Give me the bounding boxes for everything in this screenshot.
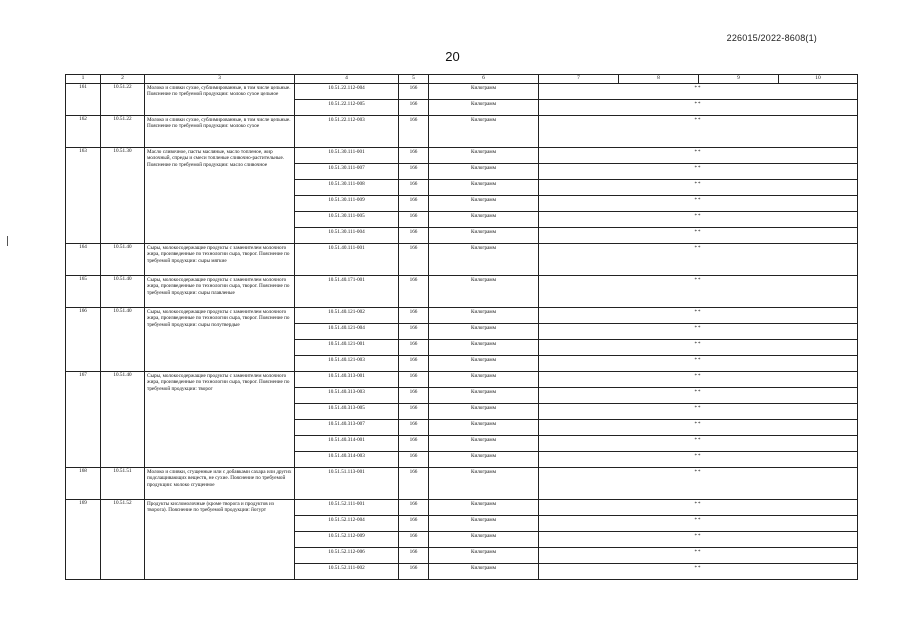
ktru-code: 10.51.40.313-007 (295, 420, 399, 436)
quantity-value: ** (539, 548, 858, 564)
quantity-value: ** (539, 276, 858, 308)
column-header: 5 (399, 75, 429, 84)
quantity-value: ** (539, 388, 858, 404)
unit-name: Килограмм (429, 164, 539, 180)
product-name: Сыры, молокосодержащие продукты с заменителем молочного жира, произведенные по технологии сыра, творог. Пояснение по требуемой продукции: творог (145, 372, 295, 468)
okei-code: 166 (399, 212, 429, 228)
quantity-value: ** (539, 436, 858, 452)
okei-code: 166 (399, 116, 429, 148)
okei-code: 166 (399, 532, 429, 548)
okei-code: 166 (399, 500, 429, 516)
header-row (66, 75, 858, 84)
okei-code: 166 (399, 388, 429, 404)
unit-name: Килограмм (429, 244, 539, 276)
unit-name: Килограмм (429, 212, 539, 228)
okei-code: 166 (399, 276, 429, 308)
quantity-value: ** (539, 84, 858, 100)
ktru-code: 10.51.40.121-004 (295, 324, 399, 340)
product-name: Молоко и сливки сухие, сублимированные, в том числе цельные. Пояснение по требуемой продукции: молоко сухое цельное (145, 84, 295, 116)
ktru-code: 10.51.30.111-005 (295, 212, 399, 228)
procurement-table (65, 74, 858, 580)
okei-code: 166 (399, 436, 429, 452)
unit-name: Килограмм (429, 276, 539, 308)
column-header: 1 (66, 75, 101, 84)
okpd-code: 10.51.22 (101, 116, 145, 148)
column-header: 8 (619, 75, 699, 84)
okei-code: 166 (399, 516, 429, 532)
unit-name: Килограмм (429, 468, 539, 500)
okpd-code: 10.51.40 (101, 372, 145, 468)
ktru-code: 10.51.22.112-005 (295, 100, 399, 116)
ktru-code: 10.51.40.314-003 (295, 452, 399, 468)
unit-name: Килограмм (429, 228, 539, 244)
unit-name: Килограмм (429, 500, 539, 516)
product-name: Сыры, молокосодержащие продукты с заменителем молочного жира, произведенные по технологии сыра, творог. Пояснение по требуемой продукции: сыры плавленые (145, 276, 295, 308)
okpd-code: 10.51.40 (101, 276, 145, 308)
ktru-code: 10.51.30.111-009 (295, 196, 399, 212)
unit-name: Килограмм (429, 356, 539, 372)
unit-name: Килограмм (429, 324, 539, 340)
quantity-value: ** (539, 180, 858, 196)
quantity-value: ** (539, 404, 858, 420)
product-name: Молоко и сливки, сгущенные или с добавками сахара или других подслащивающих веществ, не сухие. Пояснение по требуемой продукции: молоко сгущенное (145, 468, 295, 500)
ktru-code: 10.51.40.121-001 (295, 340, 399, 356)
unit-name: Килограмм (429, 420, 539, 436)
okpd-code: 10.51.30 (101, 148, 145, 244)
ktru-code: 10.51.52.111-001 (295, 500, 399, 516)
unit-name: Килограмм (429, 452, 539, 468)
product-name: Продукты кисломолочные (кроме творога и продуктов из творога). Пояснение по требуемой продукции: йогурт (145, 500, 295, 580)
unit-name: Килограмм (429, 340, 539, 356)
unit-name: Килограмм (429, 372, 539, 388)
column-header: 7 (539, 75, 619, 84)
table-row (66, 244, 858, 276)
quantity-value: ** (539, 148, 858, 164)
ktru-code: 10.51.22.112-004 (295, 84, 399, 100)
row-number: 169 (66, 500, 101, 580)
ktru-code: 10.51.30.111-001 (295, 148, 399, 164)
quantity-value: ** (539, 420, 858, 436)
okei-code: 166 (399, 148, 429, 164)
ktru-code: 10.51.40.121-002 (295, 308, 399, 324)
row-number: 161 (66, 84, 101, 116)
quantity-value: ** (539, 228, 858, 244)
okpd-code: 10.51.52 (101, 500, 145, 580)
ktru-code: 10.51.40.314-001 (295, 436, 399, 452)
ktru-code: 10.51.30.111-008 (295, 180, 399, 196)
okpd-code: 10.51.40 (101, 244, 145, 276)
column-header: 10 (779, 75, 858, 84)
column-header: 2 (101, 75, 145, 84)
column-header: 6 (429, 75, 539, 84)
unit-name: Килограмм (429, 84, 539, 100)
unit-name: Килограмм (429, 516, 539, 532)
unit-name: Килограмм (429, 116, 539, 148)
quantity-value: ** (539, 516, 858, 532)
unit-name: Килограмм (429, 564, 539, 580)
okei-code: 166 (399, 468, 429, 500)
quantity-value: ** (539, 340, 858, 356)
okei-code: 166 (399, 372, 429, 388)
quantity-value: ** (539, 532, 858, 548)
okei-code: 166 (399, 324, 429, 340)
table-body (66, 84, 858, 580)
quantity-value: ** (539, 564, 858, 580)
quantity-value: ** (539, 308, 858, 324)
okei-code: 166 (399, 564, 429, 580)
column-header: 3 (145, 75, 295, 84)
quantity-value: ** (539, 356, 858, 372)
quantity-value: ** (539, 468, 858, 500)
okei-code: 166 (399, 100, 429, 116)
quantity-value: ** (539, 244, 858, 276)
table-row (66, 372, 858, 388)
unit-name: Килограмм (429, 436, 539, 452)
okei-code: 166 (399, 164, 429, 180)
ktru-code: 10.51.52.112-004 (295, 516, 399, 532)
product-name: Сыры, молокосодержащие продукты с заменителем молочного жира, произведенные по технологии сыра, творог. Пояснение по требуемой продукции: сыры полутвердые (145, 308, 295, 372)
ktru-code: 10.51.22.112-003 (295, 116, 399, 148)
okei-code: 166 (399, 196, 429, 212)
unit-name: Килограмм (429, 532, 539, 548)
table-row (66, 500, 858, 516)
unit-name: Килограмм (429, 404, 539, 420)
column-header: 4 (295, 75, 399, 84)
ktru-code: 10.51.40.313-003 (295, 388, 399, 404)
okei-code: 166 (399, 84, 429, 100)
row-number: 168 (66, 468, 101, 500)
quantity-value: ** (539, 100, 858, 116)
quantity-value: ** (539, 324, 858, 340)
row-number: 162 (66, 116, 101, 148)
okei-code: 166 (399, 340, 429, 356)
unit-name: Килограмм (429, 100, 539, 116)
unit-name: Килограмм (429, 196, 539, 212)
ktru-code: 10.51.52.111-002 (295, 564, 399, 580)
quantity-value: ** (539, 116, 858, 148)
product-name: Масло сливочное, пасты масляные, масло топленое, жир молочный, спреды и смеси топленые сливочно-растительные. Пояснение по требуемой продукции: масло сливочное (145, 148, 295, 244)
table-row (66, 148, 858, 164)
table-row (66, 276, 858, 308)
ktru-code: 10.51.51.113-001 (295, 468, 399, 500)
okei-code: 166 (399, 548, 429, 564)
quantity-value: ** (539, 372, 858, 388)
quantity-value: ** (539, 500, 858, 516)
row-number: 167 (66, 372, 101, 468)
ktru-code: 10.51.40.121-003 (295, 356, 399, 372)
okei-code: 166 (399, 308, 429, 324)
ktru-code: 10.51.40.313-005 (295, 404, 399, 420)
quantity-value: ** (539, 212, 858, 228)
unit-name: Килограмм (429, 148, 539, 164)
okpd-code: 10.51.51 (101, 468, 145, 500)
quantity-value: ** (539, 196, 858, 212)
ktru-code: 10.51.40.171-001 (295, 276, 399, 308)
ktru-code: 10.51.40.313-001 (295, 372, 399, 388)
ktru-code: 10.51.30.111-007 (295, 164, 399, 180)
ktru-code: 10.51.52.112-006 (295, 548, 399, 564)
product-name: Сыры, молокосодержащие продукты с заменителем молочного жира, произведенные по технологии сыра, творог. Пояснение по требуемой продукции: сыры мягкие (145, 244, 295, 276)
table-row (66, 468, 858, 500)
quantity-value: ** (539, 164, 858, 180)
procurement-table-container (65, 74, 857, 580)
page-number: 20 (445, 49, 460, 64)
unit-name: Килограмм (429, 308, 539, 324)
margin-mark (7, 236, 8, 246)
quantity-value: ** (539, 452, 858, 468)
unit-name: Килограмм (429, 548, 539, 564)
unit-name: Килограмм (429, 180, 539, 196)
okei-code: 166 (399, 420, 429, 436)
document-id: 226015/2022-8608(1) (726, 33, 817, 43)
table-row (66, 116, 858, 148)
okei-code: 166 (399, 228, 429, 244)
okpd-code: 10.51.40 (101, 308, 145, 372)
column-header: 9 (699, 75, 779, 84)
ktru-code: 10.51.30.111-004 (295, 228, 399, 244)
ktru-code: 10.51.40.111-001 (295, 244, 399, 276)
ktru-code: 10.51.52.112-009 (295, 532, 399, 548)
row-number: 164 (66, 244, 101, 276)
okei-code: 166 (399, 404, 429, 420)
row-number: 166 (66, 308, 101, 372)
table-row (66, 308, 858, 324)
okei-code: 166 (399, 180, 429, 196)
okpd-code: 10.51.22 (101, 84, 145, 116)
table-row (66, 84, 858, 100)
product-name: Молоко и сливки сухие, сублимированные, в том числе цельные. Пояснение по требуемой продукции: молоко сухое (145, 116, 295, 148)
okei-code: 166 (399, 244, 429, 276)
unit-name: Килограмм (429, 388, 539, 404)
okei-code: 166 (399, 452, 429, 468)
okei-code: 166 (399, 356, 429, 372)
row-number: 165 (66, 276, 101, 308)
row-number: 163 (66, 148, 101, 244)
